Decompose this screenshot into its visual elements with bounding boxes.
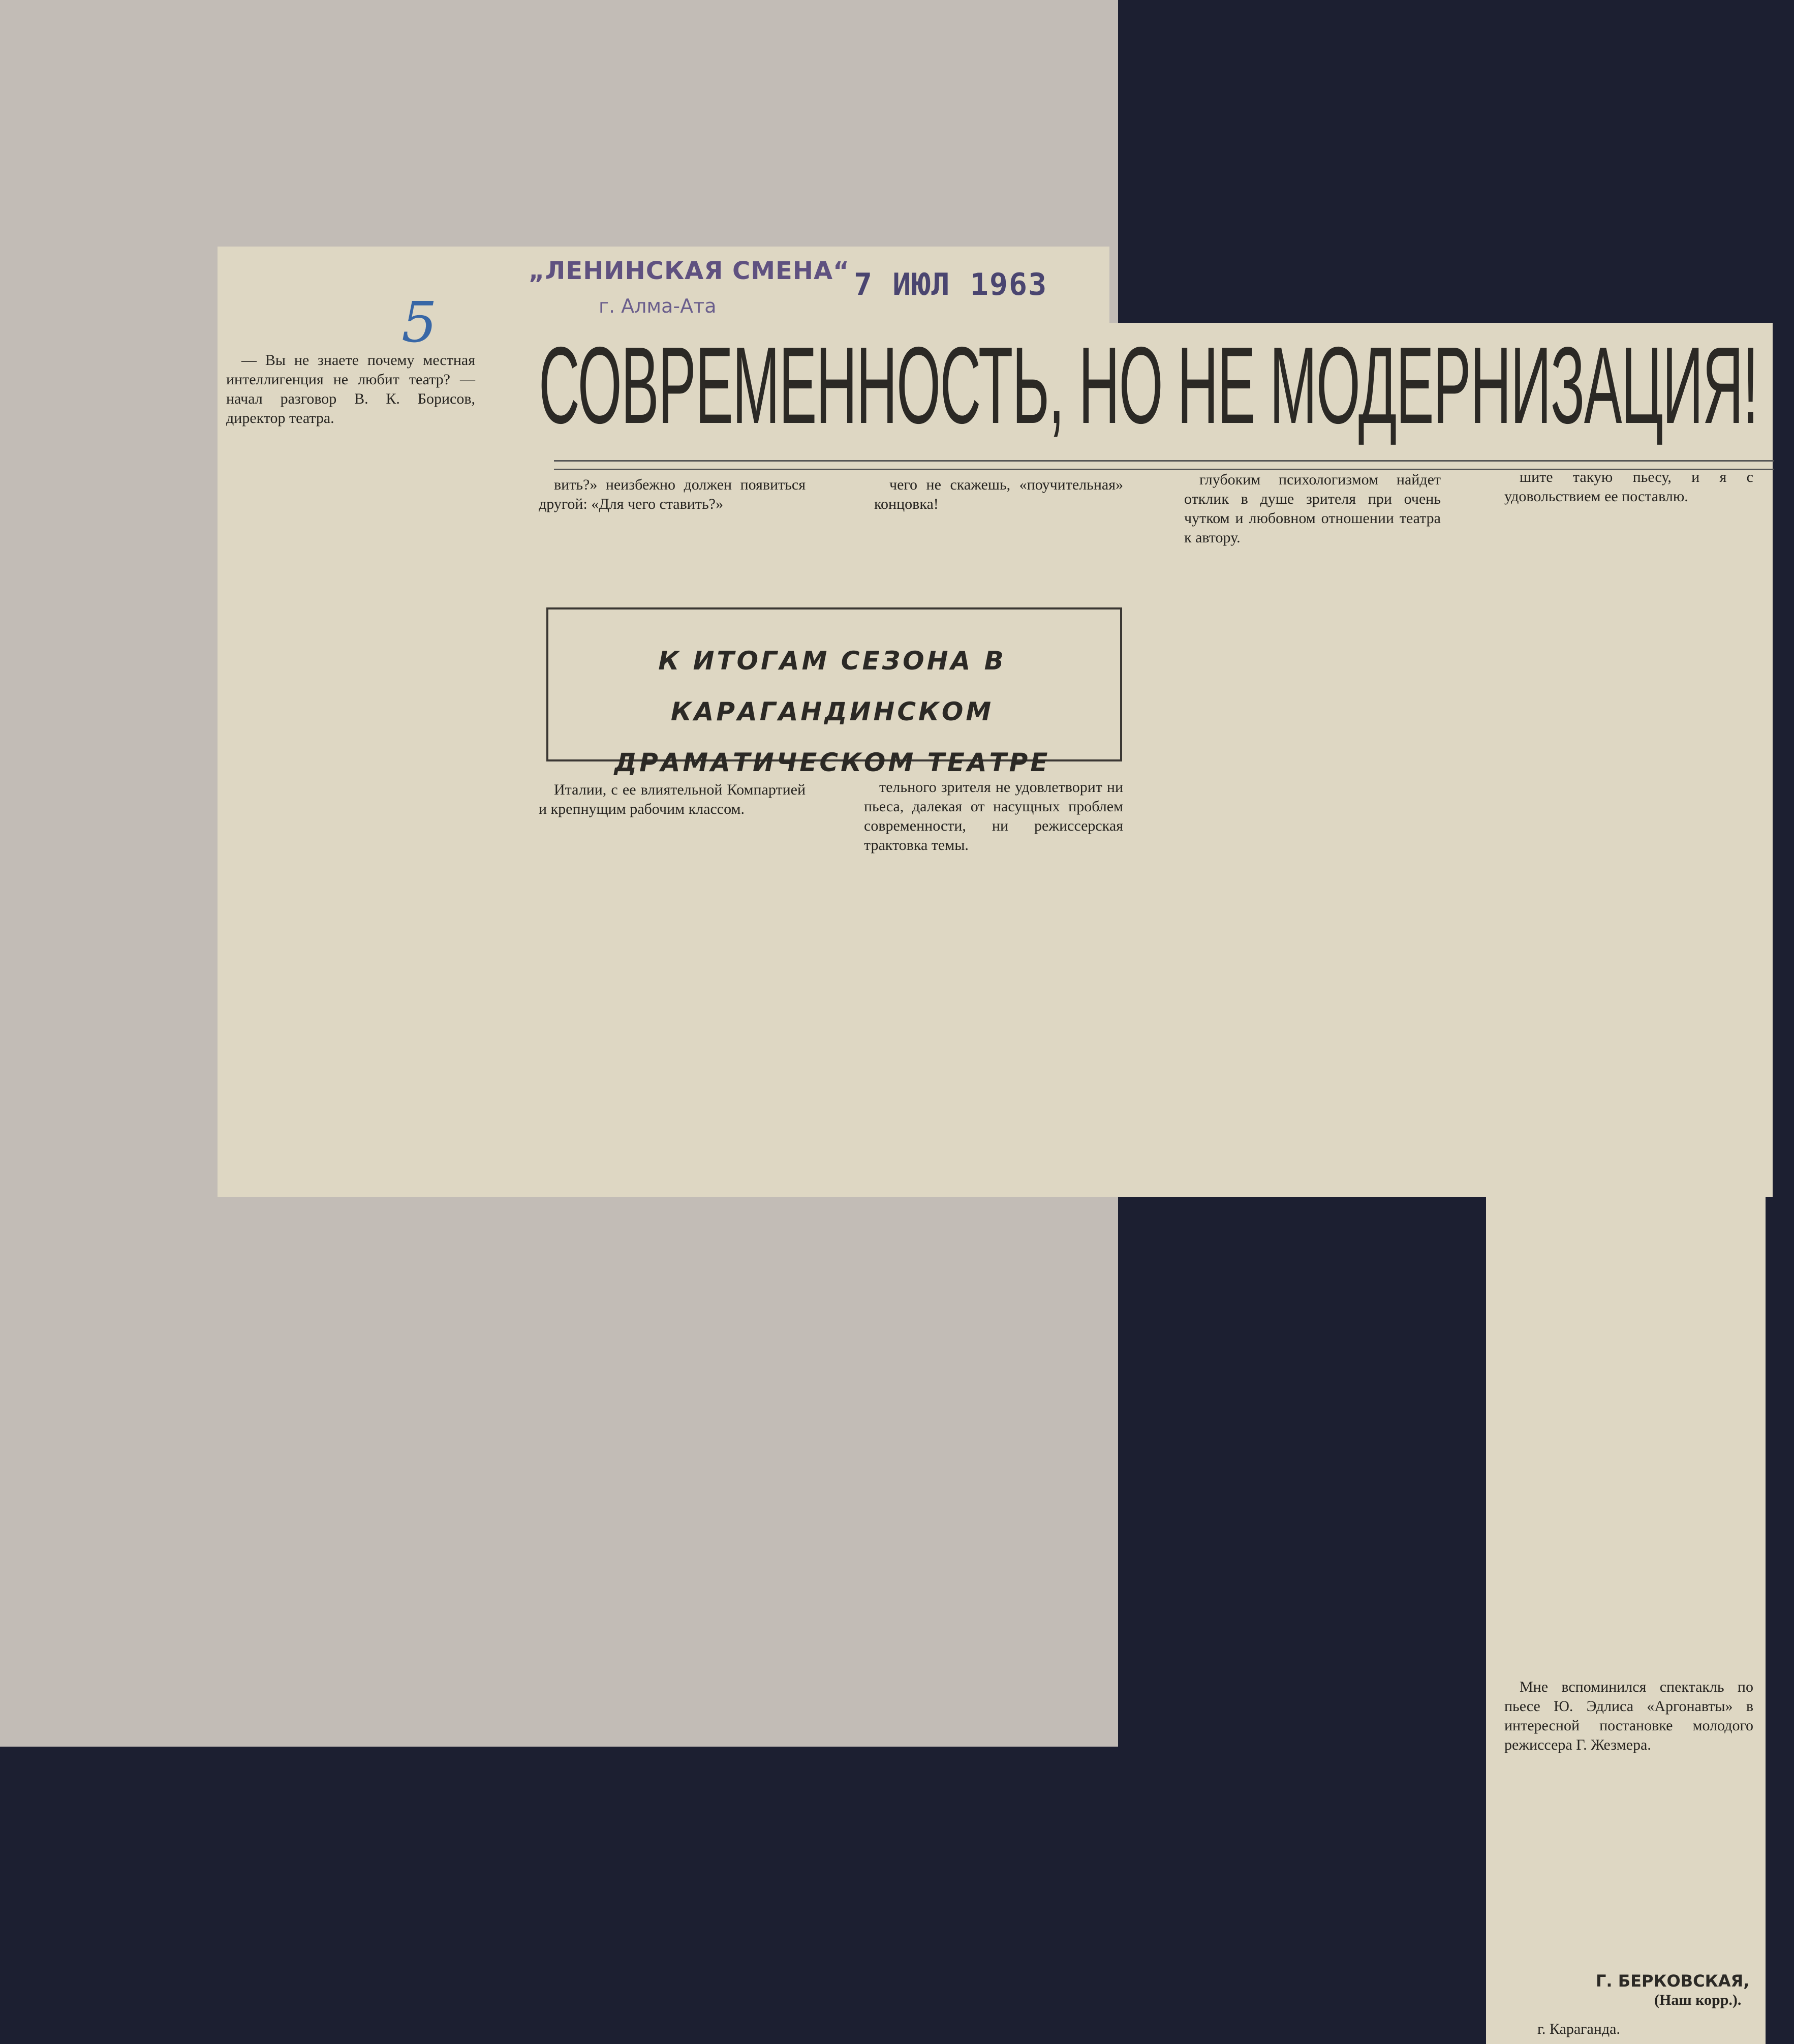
paragraph: — Вы не знаете почему местная интеллигенция не любит театр? — начал разговор В. К. Борисов, директор театра.: [226, 352, 475, 426]
column-2: [539, 475, 806, 517]
pencil-mark: 5: [401, 290, 437, 355]
newspaper-clipping-strip: [1486, 1184, 1766, 2044]
column-1: [226, 351, 475, 431]
byline-author: Г. БЕРКОВСКАЯ,: [1596, 1971, 1750, 1991]
paragraph: шите такую пьесу, и я с удовольствием ее поставлю.: [1504, 469, 1753, 505]
paragraph: тельного зрителя не удовлетворит ни пьеса, далекая от насущных проблем современности, ни режиссерская трактовка темы.: [864, 779, 1123, 853]
section-title-line1: К ИТОГАМ СЕЗОНА В КАРАГАНДИНСКОМ: [658, 646, 1006, 726]
paragraph: глубоким психологизмом найдет отклик в душе зрителя при очень чутком и любовном отношении театра к автору.: [1184, 471, 1441, 546]
column-3b: [864, 778, 1123, 858]
section-title: [546, 635, 1118, 788]
stamp-newspaper: „ЛЕНИНСКАЯ СМЕНА“: [529, 257, 850, 285]
headline: СОВРЕМЕННОСТЬ, НО НЕ МОДЕРНИЗАЦИЯ!: [539, 324, 1758, 446]
paragraph: чего не скажешь, «поучительная» концовка!: [874, 476, 1123, 512]
column-3: [874, 475, 1123, 517]
paragraph: вить?» неизбежно должен появиться другой: «Для чего ставить?»: [539, 476, 806, 512]
stamp-city: г. Алма-Ата: [599, 295, 717, 317]
paragraph: Мне вспоминился спектакль по пьесе Ю. Эдлиса «Аргонавты» в интересной постановке молодого режиссера Г. Жезмера.: [1504, 1679, 1753, 1753]
section-title-line2: ДРАМАТИЧЕСКОМ ТЕАТРЕ: [614, 748, 1050, 777]
byline-note: (Наш корр.).: [1654, 1992, 1742, 2008]
column-4: [1184, 470, 1441, 551]
byline-city: г. Караганда.: [1537, 2021, 1620, 2037]
column-2b: [539, 780, 806, 822]
stamp-date: 7 ИЮЛ 1963: [854, 267, 1048, 302]
paragraph: Италии, с ее влиятельной Компартией и крепнущим рабочим классом.: [539, 781, 806, 817]
column-5: [1504, 468, 1753, 509]
column-5b: [1504, 1677, 1753, 1758]
